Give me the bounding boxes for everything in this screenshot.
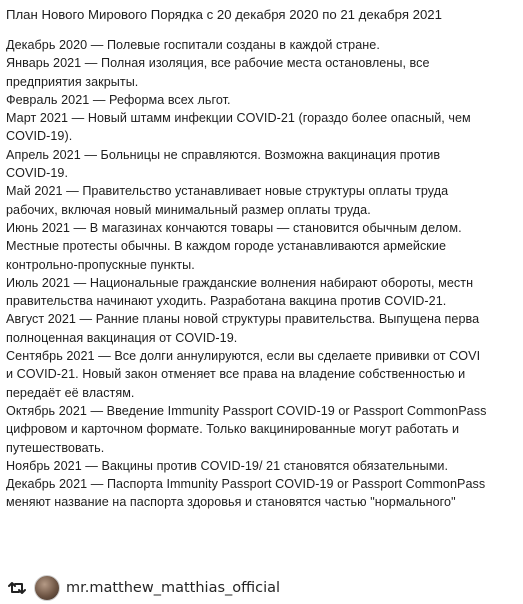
text-line: Декабрь 2021 — Паспорта Immunity Passport COVID-19 or Passport CommonPass <box>6 477 486 492</box>
text-line: предприятия закрыты. <box>6 74 139 89</box>
text-line: Февраль 2021 — Реформа всех льгот. <box>6 92 231 107</box>
repost-attribution-bar <box>0 572 523 604</box>
document-text-image <box>6 4 523 568</box>
text-line: Апрель 2021 — Больницы не справляются. Возможна вакцинация против <box>6 147 441 162</box>
text-line: Июнь 2021 — В магазинах кончаются товары — становится обычным делом. <box>6 220 462 235</box>
text-line: Март 2021 — Новый штамм инфекции COVID-21 (гораздо более опасный, чем <box>6 111 471 126</box>
text-line: COVID-19. <box>6 166 69 181</box>
text-line: Декабрь 2020 — Полевые госпитали созданы в каждой стране. <box>6 38 380 52</box>
text-line: Июль 2021 — Национальные гражданские волнения набирают обороты, местн <box>6 275 474 290</box>
repost-icon[interactable] <box>6 577 28 599</box>
document-lines <box>6 36 523 512</box>
text-line: правительства начинают уходить. Разработана вакцина против COVID-21. <box>6 294 447 309</box>
text-line: Местные протесты обычны. В каждом городе устанавливаются армейские <box>6 239 447 254</box>
spacer <box>6 24 523 36</box>
text-line: меняют название на паспорта здоровья и становятся частью "нормального" <box>6 495 456 510</box>
text-line: Сентябрь 2021 — Все долги аннулируются, если вы сделаете прививки от COVI <box>6 349 481 364</box>
text-line: рабочих, включая новый минимальный размер оплаты труда. <box>6 202 371 217</box>
text-line: контрольно-пропускные пункты. <box>6 257 195 272</box>
username-link[interactable]: mr.matthew_matthias_official <box>66 580 281 596</box>
text-line: передаёт её властям. <box>6 385 135 400</box>
document-title: План Нового Мирового Порядка с 20 декабря 2020 по 21 декабря 2021 <box>6 7 442 22</box>
text-line: Январь 2021 — Полная изоляция, все рабочие места остановлены, все <box>6 56 430 71</box>
text-line: Август 2021 — Ранние планы новой структуры правительства. Выпущена перва <box>6 312 480 327</box>
avatar[interactable] <box>34 575 60 601</box>
text-line: Октябрь 2021 — Введение Immunity Passport COVID-19 or Passport CommonPass <box>6 403 487 418</box>
text-line: путешествовать. <box>6 440 105 455</box>
text-line: COVID-19). <box>6 129 73 144</box>
text-line: цифровом и карточном формате. Только вакцинированные могут работать и <box>6 422 460 437</box>
text-line: Май 2021 — Правительство устанавливает новые структуры оплаты труда <box>6 184 449 199</box>
repost-icon-glyph <box>8 580 26 596</box>
text-line: и COVID-21. Новый закон отменяет все права на владение собственностью и <box>6 367 466 382</box>
text-line: Ноябрь 2021 — Вакцины против COVID-19/ 21 становятся обязательными. <box>6 458 449 473</box>
text-line: полноценная вакцинация от COVID-19. <box>6 330 238 345</box>
